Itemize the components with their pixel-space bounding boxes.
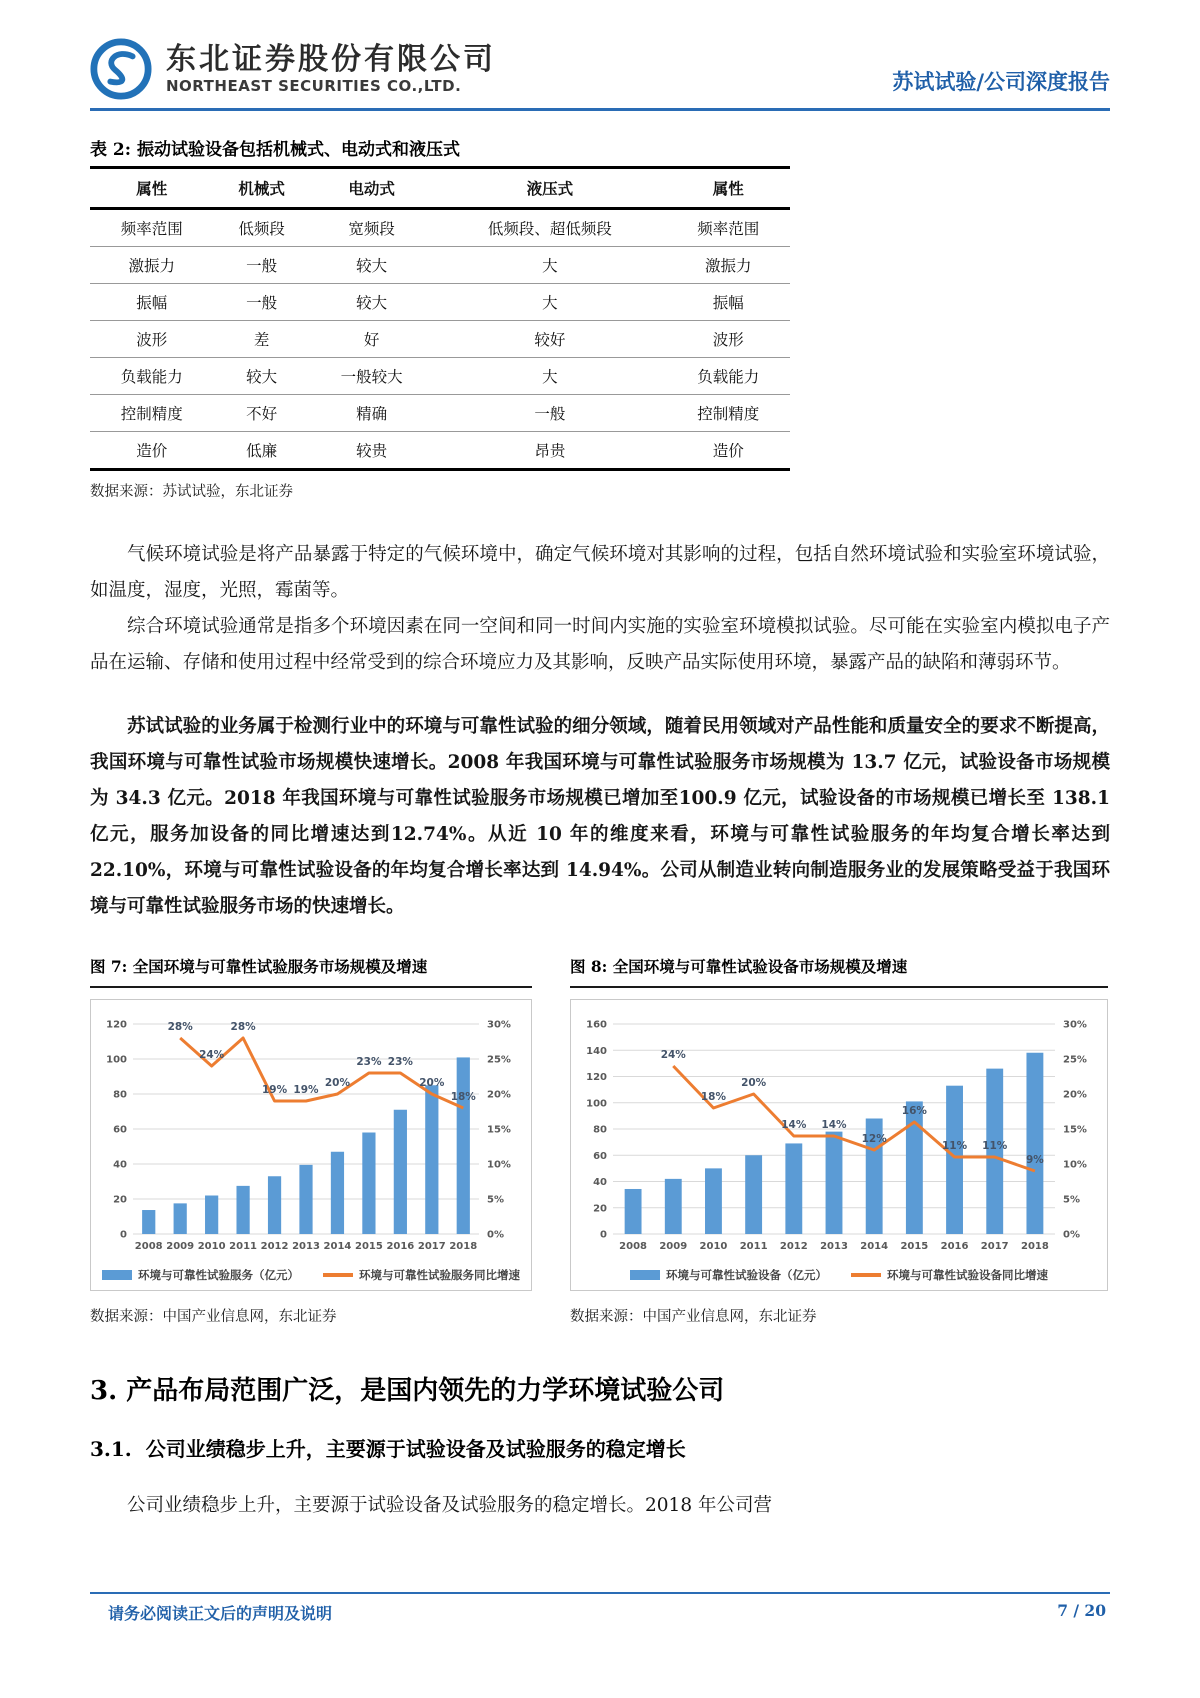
svg-text:24%: 24% <box>199 1049 225 1061</box>
spec-table-body <box>90 209 790 470</box>
svg-text:14%: 14% <box>821 1119 847 1131</box>
table-row <box>90 432 790 470</box>
svg-text:25%: 25% <box>1063 1054 1087 1066</box>
svg-text:10%: 10% <box>487 1159 511 1171</box>
svg-text:120: 120 <box>106 1019 127 1031</box>
svg-text:11%: 11% <box>982 1140 1008 1152</box>
legend-line-swatch <box>851 1273 881 1277</box>
table-row <box>90 395 790 432</box>
svg-text:5%: 5% <box>1063 1194 1080 1206</box>
table-cell: 大 <box>433 358 666 395</box>
svg-text:80: 80 <box>113 1089 127 1101</box>
svg-text:2009: 2009 <box>166 1241 195 1252</box>
legend-item <box>851 1267 1048 1283</box>
svg-text:120: 120 <box>586 1072 607 1083</box>
table-cell: 频率范围 <box>90 209 214 247</box>
figure8-title: 图 8: 全国环境与可靠性试验设备市场规模及增速 <box>570 955 1108 988</box>
table-cell: 大 <box>433 284 666 321</box>
figure8-source: 数据来源：中国产业信息网，东北证券 <box>570 1309 817 1325</box>
subsection-number: 3.1. <box>90 1437 132 1461</box>
table-source: 数据来源：苏试试验，东北证券 <box>90 484 293 500</box>
table-cell: 一般 <box>214 284 310 321</box>
svg-text:20%: 20% <box>324 1077 351 1089</box>
svg-text:20: 20 <box>593 1203 607 1215</box>
legend-line-swatch <box>323 1273 353 1277</box>
svg-text:2009: 2009 <box>659 1241 688 1252</box>
page-header <box>90 38 1110 111</box>
figure-8 <box>570 955 1108 1326</box>
table-cell: 低廉 <box>246 442 278 460</box>
body-paragraph-3: 苏试试验的业务属于检测行业中的环境与可靠性试验的细分领域，随着民用领域对产品性能和质量安全的要求不断提高，我国环境与可靠性试验市场规模快速增长。2008 年我国环境与可靠性试验服务市场规模为 13.7 亿元，试验设备市场规模为 34.3 亿元。2018 年我国环境与可靠性试验服务市场规模已增加至100.9 亿元，试验设备的市场规模已增长至 138.1 亿元，服务加设备的同比增速达到12.74%。从近 10 年的维度来看，环境与可靠性试验服务的年均复合增长率达到 22.10%，环境与可靠性试验设备的年均复合增长率达到 14.94%。公司从制造业转向制造服务业的发展策略受益于我国环境与可靠性试验服务市场的快速增长。 <box>90 716 1110 917</box>
table-cell: 差 <box>214 321 310 358</box>
svg-text:24%: 24% <box>660 1049 686 1061</box>
svg-text:2016: 2016 <box>386 1241 415 1252</box>
figure-7 <box>90 955 532 1326</box>
section-heading: 3. 产品布局范围广泛，是国内领先的力学环境试验公司 <box>90 1376 725 1406</box>
table-cell: 较贵 <box>356 442 388 460</box>
table-header-cell: 属性 <box>90 168 214 209</box>
svg-text:0: 0 <box>600 1229 607 1241</box>
svg-text:20: 20 <box>113 1194 127 1206</box>
svg-text:11%: 11% <box>941 1140 968 1152</box>
legend-label: 环境与可靠性试验服务（亿元） <box>138 1268 299 1282</box>
table-cell: 低频段 <box>214 209 310 247</box>
table-cell: 频率范围 <box>666 209 790 247</box>
svg-text:28%: 28% <box>167 1021 193 1033</box>
svg-text:16%: 16% <box>901 1105 927 1117</box>
svg-text:2013: 2013 <box>292 1241 320 1252</box>
svg-text:23%: 23% <box>387 1056 413 1068</box>
body-paragraph-1: 气候环境试验是将产品暴露于特定的气候环境中，确定气候环境对其影响的过程，包括自然环境试验和实验室环境试验，如温度，湿度，光照，霉菌等。 <box>90 544 1110 601</box>
svg-text:28%: 28% <box>230 1021 256 1033</box>
table-row <box>90 284 790 321</box>
svg-text:2014: 2014 <box>323 1241 352 1252</box>
svg-text:2015: 2015 <box>900 1241 929 1252</box>
footer-disclaimer: 请务必阅读正文后的声明及说明 <box>108 1604 333 1623</box>
figure7-title: 图 7: 全国环境与可靠性试验服务市场规模及增速 <box>90 955 532 988</box>
table-cell: 好 <box>310 321 434 358</box>
table-cell: 振幅 <box>666 284 790 321</box>
svg-text:0: 0 <box>120 1229 127 1241</box>
svg-text:40: 40 <box>113 1159 127 1171</box>
figure8-chart-box <box>570 999 1108 1291</box>
table-cell: 激振力 <box>90 247 214 284</box>
svg-text:25%: 25% <box>487 1054 511 1066</box>
legend-item <box>102 1267 299 1283</box>
legend-bar-swatch <box>630 1270 660 1280</box>
table-cell: 造价 <box>136 442 168 460</box>
svg-text:2017: 2017 <box>417 1241 446 1252</box>
table-cell: 宽频段 <box>310 209 434 247</box>
table-cell: 较大 <box>310 247 434 284</box>
svg-text:2018: 2018 <box>449 1241 478 1252</box>
company-logo-icon <box>90 38 152 100</box>
company-name-en: NORTHEAST SECURITIES CO.,LTD. <box>166 77 462 95</box>
svg-text:18%: 18% <box>700 1091 727 1103</box>
figures-row <box>90 955 1110 1326</box>
svg-text:15%: 15% <box>1063 1124 1087 1136</box>
subsection-title: 公司业绩稳步上升，主要源于试验设备及试验服务的稳定增长 <box>145 1437 686 1461</box>
svg-text:0%: 0% <box>1063 1229 1080 1241</box>
svg-text:60: 60 <box>593 1150 607 1162</box>
legend-item <box>630 1267 827 1283</box>
table-cell: 负载能力 <box>90 358 214 395</box>
svg-text:2015: 2015 <box>354 1241 383 1252</box>
figure7-source: 数据来源：中国产业信息网，东北证券 <box>90 1309 337 1325</box>
svg-text:2017: 2017 <box>980 1241 1009 1252</box>
figure7-chart-box <box>90 999 532 1291</box>
table-cell: 造价 <box>712 442 744 460</box>
table-row <box>90 358 790 395</box>
svg-text:19%: 19% <box>293 1084 319 1096</box>
svg-text:9%: 9% <box>1025 1154 1044 1166</box>
legend-label: 环境与可靠性试验设备（亿元） <box>666 1268 827 1282</box>
table-cell: 低频段、超低频段 <box>433 209 666 247</box>
svg-text:19%: 19% <box>261 1084 288 1096</box>
table-header-cell: 液压式 <box>433 168 666 209</box>
svg-text:100: 100 <box>106 1054 127 1066</box>
report-title: 苏试试验/公司深度报告 <box>892 69 1110 94</box>
table-cell: 较好 <box>433 321 666 358</box>
svg-text:40: 40 <box>593 1177 607 1188</box>
figure8-legend <box>573 1267 1105 1283</box>
subsection-heading <box>90 1433 1110 1462</box>
table-cell: 一般较大 <box>310 358 434 395</box>
legend-label: 环境与可靠性试验服务同比增速 <box>359 1268 520 1282</box>
body-text <box>90 537 1110 925</box>
svg-text:2010: 2010 <box>197 1241 226 1252</box>
svg-text:20%: 20% <box>487 1089 511 1101</box>
svg-text:20%: 20% <box>1063 1089 1087 1101</box>
figure8-chart <box>573 1008 1101 1260</box>
legend-bar-swatch <box>102 1270 132 1280</box>
company-name-cn: 东北证券股份有限公司 <box>166 42 496 77</box>
svg-text:2008: 2008 <box>619 1241 648 1252</box>
table-cell: 一般 <box>433 395 666 432</box>
body-paragraph-2: 综合环境试验通常是指多个环境因素在同一空间和同一时间内实施的实验室环境模拟试验。尽可能在实验室内模拟电子产品在运输、存储和使用过程中经常受到的综合环境应力及其影响，反映产品实际使用环境，暴露产品的缺陷和薄弱环节。 <box>90 616 1110 673</box>
svg-text:0%: 0% <box>487 1229 504 1241</box>
svg-text:2013: 2013 <box>820 1241 848 1252</box>
svg-text:10%: 10% <box>1063 1159 1087 1171</box>
table-row <box>90 247 790 284</box>
legend-label: 环境与可靠性试验设备同比增速 <box>887 1268 1048 1282</box>
table-cell: 不好 <box>214 395 310 432</box>
page-number: 7 / 20 <box>1057 1601 1106 1620</box>
svg-text:160: 160 <box>586 1019 607 1031</box>
table-cell: 控制精度 <box>90 395 214 432</box>
table-header-cell: 机械式 <box>214 168 310 209</box>
svg-text:18%: 18% <box>450 1091 476 1103</box>
svg-text:30%: 30% <box>487 1019 511 1031</box>
svg-text:14%: 14% <box>781 1119 807 1131</box>
svg-text:15%: 15% <box>487 1124 511 1136</box>
table-cell: 激振力 <box>666 247 790 284</box>
table-cell: 负载能力 <box>666 358 790 395</box>
svg-text:30%: 30% <box>1063 1019 1087 1031</box>
svg-text:2012: 2012 <box>779 1241 808 1252</box>
svg-text:20%: 20% <box>741 1077 767 1089</box>
svg-text:2018: 2018 <box>1020 1241 1049 1252</box>
svg-text:2008: 2008 <box>134 1241 163 1252</box>
table-cell: 振幅 <box>90 284 214 321</box>
table-cell: 波形 <box>90 321 214 358</box>
svg-text:2010: 2010 <box>699 1241 728 1252</box>
table-cell: 控制精度 <box>666 395 790 432</box>
figure7-legend <box>93 1267 529 1283</box>
svg-text:60: 60 <box>113 1124 127 1136</box>
section-paragraph: 公司业绩稳步上升，主要源于试验设备及试验服务的稳定增长。2018 年公司营 <box>127 1495 772 1516</box>
svg-text:2016: 2016 <box>940 1241 969 1252</box>
table-cell: 一般 <box>214 247 310 284</box>
svg-text:2012: 2012 <box>260 1241 289 1252</box>
legend-item <box>323 1267 520 1283</box>
svg-text:20%: 20% <box>419 1077 445 1089</box>
table-cell: 波形 <box>666 321 790 358</box>
table-title: 表 2: 振动试验设备包括机械式、电动式和液压式 <box>90 140 460 160</box>
svg-text:2014: 2014 <box>860 1241 889 1252</box>
table-cell: 精确 <box>310 395 434 432</box>
figure7-chart <box>93 1008 525 1260</box>
table-cell: 较大 <box>214 358 310 395</box>
table-header-cell: 电动式 <box>310 168 434 209</box>
svg-text:80: 80 <box>593 1124 607 1136</box>
company-brand <box>90 38 496 100</box>
svg-text:23%: 23% <box>356 1056 382 1068</box>
table-row <box>90 209 790 247</box>
table-row <box>90 321 790 358</box>
svg-text:140: 140 <box>586 1045 607 1057</box>
svg-text:12%: 12% <box>861 1133 887 1145</box>
company-name-block <box>166 43 496 95</box>
svg-text:2011: 2011 <box>229 1241 258 1252</box>
svg-text:100: 100 <box>586 1098 607 1110</box>
spec-table <box>90 166 790 471</box>
svg-text:2011: 2011 <box>739 1241 768 1252</box>
table-cell: 昂贵 <box>534 442 566 460</box>
page-footer <box>90 1592 1110 1624</box>
table-cell: 较大 <box>310 284 434 321</box>
spec-table-head-row <box>90 168 790 209</box>
table-header-cell: 属性 <box>666 168 790 209</box>
table-cell: 大 <box>433 247 666 284</box>
svg-text:5%: 5% <box>487 1194 504 1206</box>
